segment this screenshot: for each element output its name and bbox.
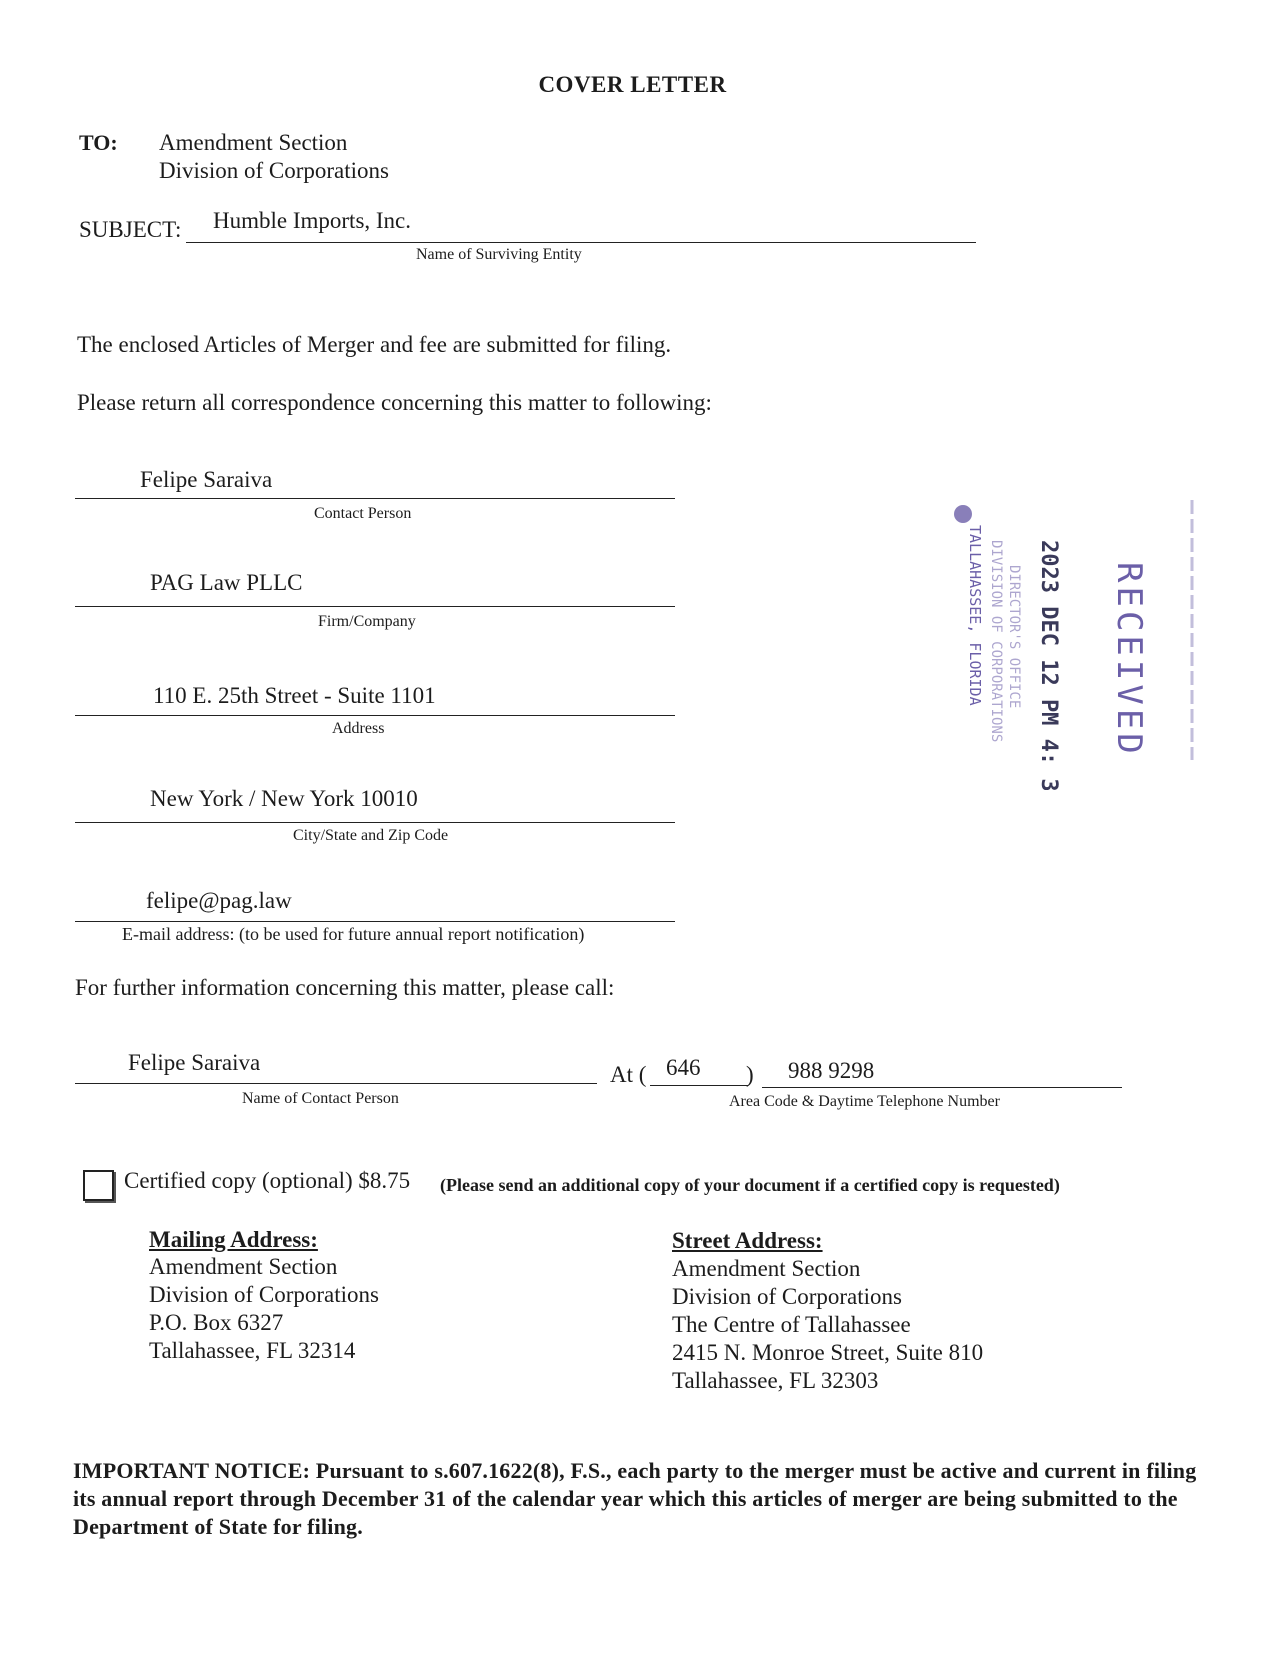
certified-copy-checkbox[interactable] [83, 1170, 114, 1201]
firm-line [75, 606, 675, 607]
email-line [75, 921, 675, 922]
received-stamp [940, 500, 1200, 790]
stamp-city-text: TALLAHASSEE, FLORIDA [966, 525, 984, 706]
address-line [75, 715, 675, 716]
email-value: felipe@pag.law [146, 888, 292, 913]
call-contact-line [75, 1083, 597, 1084]
street-address-line: The Centre of Tallahassee [672, 1312, 911, 1337]
to-label: TO: [79, 130, 118, 155]
stamp-seal-icon [954, 505, 972, 523]
to-line-2: Division of Corporations [159, 158, 389, 183]
at-label: At ( [610, 1062, 647, 1087]
phone-number-value: 988 9298 [788, 1058, 875, 1083]
address-caption: Address [332, 720, 385, 737]
firm-value: PAG Law PLLC [150, 570, 303, 595]
firm-caption: Firm/Company [318, 613, 416, 630]
mailing-address-line: Amendment Section [149, 1254, 338, 1279]
email-caption: E-mail address: (to be used for future annual report notification) [122, 924, 585, 944]
street-address-line: Division of Corporations [672, 1284, 902, 1309]
certified-copy-label: Certified copy (optional) $8.75 [124, 1168, 411, 1193]
call-contact-caption: Name of Contact Person [242, 1090, 399, 1107]
contact-person-caption: Contact Person [314, 505, 412, 522]
subject-underline [186, 242, 976, 243]
city-state-zip-value: New York / New York 10010 [150, 786, 418, 811]
close-paren: ) [746, 1062, 754, 1087]
mailing-address-line: P.O. Box 6327 [149, 1310, 284, 1335]
street-address-line: 2415 N. Monroe Street, Suite 810 [672, 1340, 984, 1365]
area-code-value: 646 [666, 1055, 701, 1080]
subject-label: SUBJECT: [79, 217, 182, 242]
area-code-line [650, 1085, 748, 1086]
mailing-address-heading: Mailing Address: [149, 1227, 318, 1252]
address-value: 110 E. 25th Street - Suite 1101 [153, 683, 436, 708]
contact-person-line [75, 498, 675, 499]
to-line-1: Amendment Section [159, 130, 348, 155]
mailing-address-line: Division of Corporations [149, 1282, 379, 1307]
contact-person-value: Felipe Saraiva [140, 467, 273, 492]
body-paragraph-1: The enclosed Articles of Merger and fee are submitted for filing. [77, 332, 672, 357]
page-title: COVER LETTER [538, 72, 727, 97]
phone-caption: Area Code & Daytime Telephone Number [729, 1093, 1000, 1110]
stamp-date-text: 2023 DEC 12 PM 4: 36 [1036, 540, 1061, 790]
stamp-office-text: DIRECTOR'S OFFICE [1006, 565, 1022, 709]
city-state-zip-line [75, 822, 675, 823]
important-notice: IMPORTANT NOTICE: Pursuant to s.607.1622(8), F.S., each party to the merger must be active and current in filing its annual report through December 31 of the calendar year which this articles of merger are being submitted to the Department of State for filing. [73, 1458, 1197, 1539]
received-stamp-graphic [940, 500, 1200, 790]
subject-caption: Name of Surviving Entity [416, 246, 582, 263]
street-address-heading: Street Address: [672, 1228, 823, 1253]
certified-copy-note: (Please send an additional copy of your document if a certified copy is requested) [440, 1175, 1060, 1195]
street-address-line: Tallahassee, FL 32303 [672, 1368, 879, 1393]
stamp-received-text: RECEIVED [1109, 562, 1149, 758]
body-paragraph-2: Please return all correspondence concerning this matter to following: [77, 390, 712, 415]
call-contact-name: Felipe Saraiva [128, 1050, 261, 1075]
further-info-text: For further information concerning this matter, please call: [75, 975, 615, 1000]
phone-number-line [762, 1087, 1122, 1088]
stamp-ink [954, 505, 1149, 790]
mailing-address-line: Tallahassee, FL 32314 [149, 1338, 356, 1363]
street-address-line: Amendment Section [672, 1256, 861, 1281]
subject-value: Humble Imports, Inc. [213, 208, 412, 233]
stamp-division-text: DIVISION OF CORPORATIONS [988, 540, 1004, 743]
city-state-zip-caption: City/State and Zip Code [293, 827, 449, 844]
